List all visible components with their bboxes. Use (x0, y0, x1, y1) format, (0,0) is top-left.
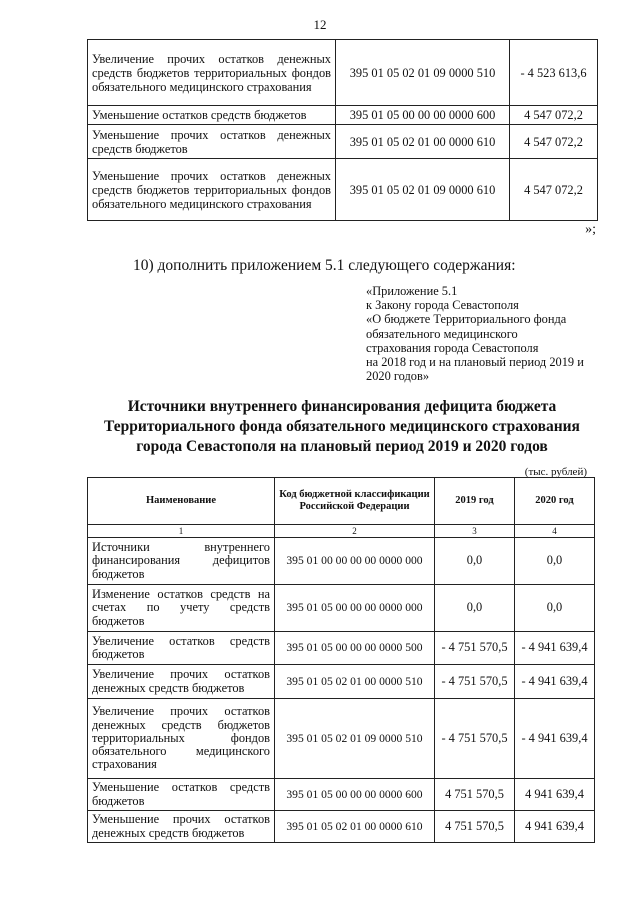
row-value-2020: - 4 941 639,4 (515, 699, 595, 779)
row-value-2020: 0,0 (515, 538, 595, 585)
column-number: 1 (88, 525, 275, 538)
row-value: 4 547 072,2 (510, 125, 598, 159)
unit-note: (тыс. рублей) (524, 466, 587, 478)
row-code: 395 01 05 02 01 00 0000 610 (275, 811, 435, 843)
row-value-2019: 4 751 570,5 (435, 779, 515, 811)
table-row (88, 106, 598, 125)
row-value-2020: - 4 941 639,4 (515, 665, 595, 699)
row-value-2019: 4 751 570,5 (435, 811, 515, 843)
row-code: 395 01 05 02 01 00 0000 610 (336, 125, 510, 159)
table-row (88, 159, 598, 221)
column-number: 3 (435, 525, 515, 538)
table-row (88, 699, 595, 779)
row-value-2019: 0,0 (435, 538, 515, 585)
row-value-2020: 4 941 639,4 (515, 811, 595, 843)
row-code: 395 01 00 00 00 00 0000 000 (275, 538, 435, 585)
row-value-2019: - 4 751 570,5 (435, 665, 515, 699)
table-row (88, 125, 598, 159)
financing-sources-table (87, 477, 595, 843)
appendix-line: обязательного медицинского (366, 326, 518, 341)
row-name: Увеличение прочих остатков денежных средств бюджетов (88, 665, 275, 699)
table-row (88, 538, 595, 585)
appendix-line: страхования города Севастополя (366, 340, 539, 355)
row-name: Уменьшение остатков средств бюджетов (88, 779, 275, 811)
table-row (88, 585, 595, 632)
closing-quote: »; (585, 222, 596, 237)
continued-sources-table (87, 39, 598, 221)
row-name: Изменение остатков средств на счетах по учету средств бюджетов (88, 585, 275, 632)
header-code: Код бюджетной классификации Российской Федерации (275, 478, 435, 525)
appendix-heading (366, 284, 606, 383)
row-code: 395 01 05 02 01 09 0000 610 (336, 159, 510, 221)
appendix-line: на 2018 год и на плановый период 2019 и (366, 355, 584, 370)
header-2019: 2019 год (435, 478, 515, 525)
row-value-2019: - 4 751 570,5 (435, 632, 515, 665)
header-name: Наименование (88, 478, 275, 525)
row-name: Уменьшение прочих остатков денежных средств бюджетов (88, 811, 275, 843)
row-name: Увеличение прочих остатков денежных средств бюджетов территориальных фондов обязательного медицинского страхования (88, 40, 336, 106)
table-row (88, 779, 595, 811)
appendix-line: «Приложение 5.1 (366, 284, 458, 298)
row-value: 4 547 072,2 (510, 106, 598, 125)
row-value-2020: - 4 941 639,4 (515, 632, 595, 665)
row-value-2019: - 4 751 570,5 (435, 699, 515, 779)
row-value-2020: 4 941 639,4 (515, 779, 595, 811)
row-name: Уменьшение остатков средств бюджетов (88, 106, 336, 125)
table-row (88, 811, 595, 843)
row-name: Уменьшение прочих остатков денежных средств бюджетов территориальных фондов обязательного медицинского страхования (88, 159, 336, 221)
column-number: 2 (275, 525, 435, 538)
table-row (88, 665, 595, 699)
table-row (88, 632, 595, 665)
row-value-2019: 0,0 (435, 585, 515, 632)
row-code: 395 01 05 02 01 09 0000 510 (336, 40, 510, 106)
amendment-paragraph: 10) дополнить приложением 5.1 следующего содержания: (133, 257, 516, 274)
row-value: 4 547 072,2 (510, 159, 598, 221)
row-code: 395 01 05 00 00 00 0000 500 (275, 632, 435, 665)
row-code: 395 01 05 00 00 00 0000 600 (336, 106, 510, 125)
row-code: 395 01 05 02 01 09 0000 510 (275, 699, 435, 779)
row-value-2020: 0,0 (515, 585, 595, 632)
row-name: Увеличение остатков средств бюджетов (88, 632, 275, 665)
column-number: 4 (515, 525, 595, 538)
appendix-line: к Закону города Севастополя (366, 298, 519, 313)
appendix-line: «О бюджете Территориального фонда (366, 312, 567, 327)
row-name: Уменьшение прочих остатков денежных средств бюджетов (88, 125, 336, 159)
table-header-row (88, 478, 595, 525)
column-number-row (88, 525, 595, 538)
table-row (88, 40, 598, 106)
row-value: - 4 523 613,6 (510, 40, 598, 106)
appendix-line: 2020 годов» (366, 369, 430, 384)
row-code: 395 01 05 00 00 00 0000 600 (275, 779, 435, 811)
row-name: Источники внутреннего финансирования дефицитов бюджетов (88, 538, 275, 585)
document-title: Источники внутреннего финансирования дефицита бюджета Территориального фонда обязательного медицинского страхования города Севастополя на плановый период 2019 и 2020 годов (104, 398, 580, 455)
header-2020: 2020 год (515, 478, 595, 525)
row-code: 395 01 05 02 01 00 0000 510 (275, 665, 435, 699)
row-name: Увеличение прочих остатков денежных средств бюджетов территориальных фондов обязательного медицинского страхования (88, 699, 275, 779)
row-code: 395 01 05 00 00 00 0000 000 (275, 585, 435, 632)
page-number: 12 (313, 17, 327, 32)
